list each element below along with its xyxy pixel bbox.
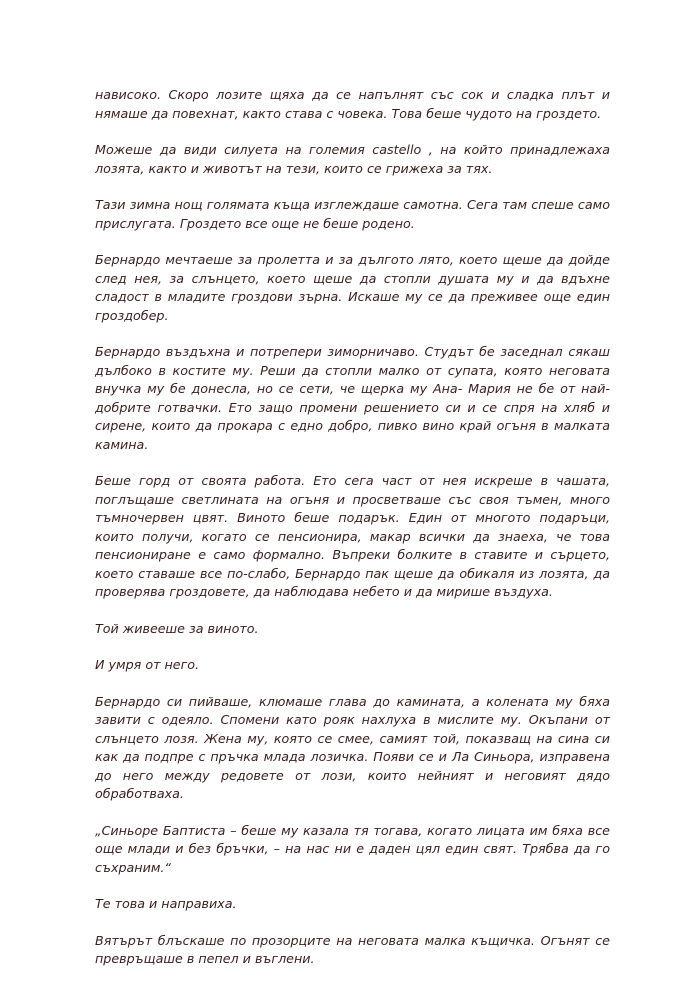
paragraph: Тази зимна нощ голямата къща изглеждаше самотна. Сега там спеше само прислугата. Гроздето все още не беше родено. bbox=[95, 197, 610, 231]
paragraph: Можеше да види силуета на големия castello , на който принадлежаха лозята, както и животът на тези, които се грижеха за тях. bbox=[95, 142, 610, 176]
paragraph: И умря от него. bbox=[95, 657, 200, 672]
paragraph: Беше горд от своята работа. Ето сега част от нея искреше в чашата, поглъщаше светлината на огъня и просветваше със своя тъмен, много тъмночервен цвят. Виното беше подарък. Един от многото подаръци, които получи, когато се пенсионира, макар всички да знаеха, че това пенсиониране е само формално. Въпреки болките в ставите и сърцето, което ставаше все по-слабо, Бернардо пак щеше да обикаля из лозята, да проверява гроздовете, да наблюдава небето и да мирише въздуха. bbox=[95, 473, 610, 599]
story-text bbox=[95, 86, 610, 987]
paragraph: „Синьоре Баптиста – беше му казала тя тогава, когато лицата им бяха все още млади и без бръчки, – на нас ни е даден цял един свят. Трябва да го съхраним.“ bbox=[95, 822, 610, 875]
paragraph: Бернардо мечтаеше за пролетта и за дългото лято, което щеше да дойде след нея, за слънцето, което щеше да стопли душата му и да вдъхне сладост в младите гроздови зърна. Искаше му се да преживее още един гроздобер. bbox=[95, 252, 610, 323]
paragraph: Вятърът блъскаше по прозорците на неговата малка къщичка. Огънят се превръщаше в пепел и въглени. bbox=[95, 932, 610, 966]
paragraph: нависоко. Скоро лозите щяха да се напълнят със сок и сладка плът и нямаше да повехнат, както става с човека. Това беше чудото на гроздето. bbox=[95, 87, 610, 121]
paragraph: Той живееше за виното. bbox=[95, 620, 259, 636]
paragraph: Те това и направиха. bbox=[95, 896, 237, 911]
paragraph: Бернардо си пийваше, клюмаше глава до камината, а колената му бяха завити с одеяло. Спомени като рояк нахлуха в мислите му. Окъпани от слънцето лозя. Жена му, която се смее, самият той, показващ на сина си как да подпре с пръчка млада лозичка. Появи се и Ла Синьора, изправена до него между редовете от лози, които нейният и неговият дядо обработваха. bbox=[95, 693, 610, 801]
paragraph: Бернардо въздъхна и потрепери зиморничаво. Студът бе заседнал сякаш дълбоко в костите му. Реши да стопли малко от супата, която неговата внучка му бе донесла, но се сети, че щерка му Ана- Мария не бе от най-добрите готвачки. Ето защо промени решението си и се спря на хляб и сирене, които да прокара с едно добро, пивко вино край огъня в малката камина. bbox=[95, 344, 610, 452]
